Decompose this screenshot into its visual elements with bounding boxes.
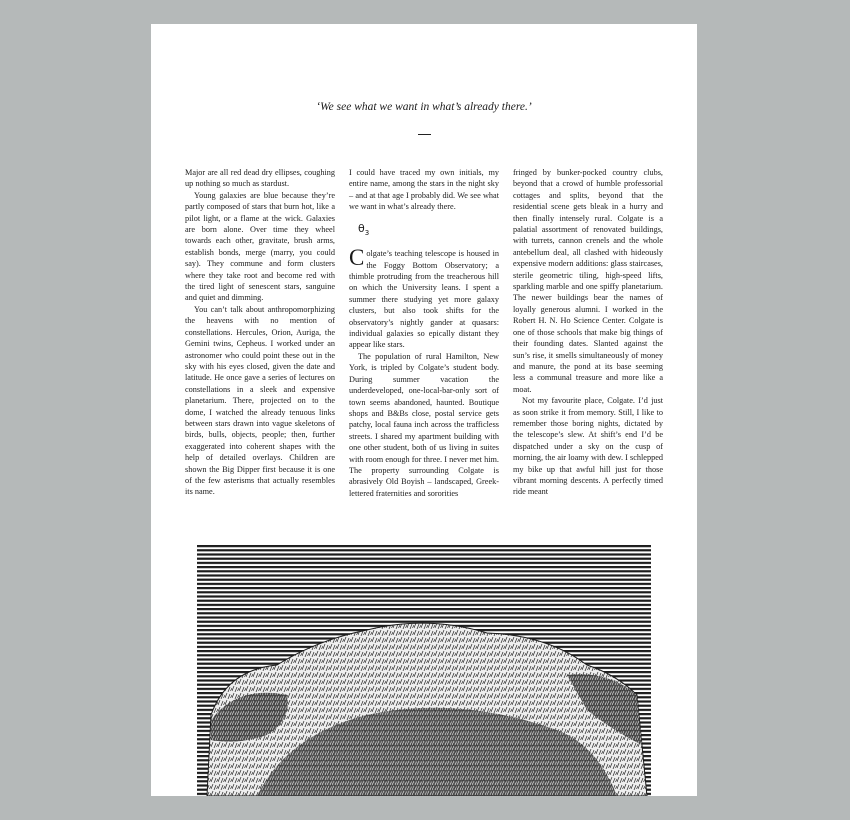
text-column-1 bbox=[185, 167, 335, 498]
paragraph: Not my favourite place, Colgate. I’d just as soon strike it from memory. Still, I like to remember those boring nights, dictated by the telescope’s slew. At shift’s end I’d be dispatched under a sky on the cusp of morning, the air loamy with dew. I schlepped my bike up that awful hill just for those vibrant morning descents. A perfectly timed ride meant bbox=[513, 396, 663, 497]
section-marker bbox=[358, 223, 499, 240]
text-column-3 bbox=[513, 167, 663, 498]
paragraph bbox=[349, 245, 499, 351]
paragraph: You can’t talk about anthropomorphizing the heavens with no mention of constellations. Hercules, Orion, Auriga, the Gemini twins, Cepheus. I worked under an astronomer who could point these out in the sky with his eyes closed, given the date and latitude. He once gave a series of lectures on constellations in a sleek and expensive planetarium. There, projected on to the dome, I watched the already tenuous links between stars drawn into vague skeletons of birds, bulls, objects, people; then, further exaggerated into coherent shapes with the help of detailed overlays. Children are shown the Big Dipper first because it is one of the few asterisms that actually resembles its name. bbox=[185, 304, 335, 497]
paragraph: The population of rural Hamilton, New York, is tripled by Colgate’s student body. During summer vacation the underdeveloped, one-local-bar-only sort of town seems abandoned, haunted. Boutique shops and B&Bs close, postal service gets patchy, local fauna inch across the trafficless streets. I shared my apartment building with one other student, both of us living in suites with room enough for three. I never met him. The property surrounding Colgate is abrasively Old Boyish – landscaped, Greek-lettered fraternities and sororities bbox=[349, 351, 499, 498]
magazine-page bbox=[151, 24, 697, 796]
paragraph-text: olgate’s teaching telescope is housed in the Foggy Bottom Observatory; a thimble protruding from the treacherous hill on which the University leans. I spent a summer there studying yet more galaxy clusters, but also took shifts for the observatory’s nightly gander at quasars: individual galaxies so epically distant they appear like stars. bbox=[349, 249, 499, 350]
pull-quote: ‘We see what we want in what’s already there.’ bbox=[316, 101, 532, 113]
paragraph: I could have traced my own initials, my entire name, among the stars in the night sky – and at that age I probably did. We see what we want in what’s already there. bbox=[349, 168, 499, 212]
text-column-2 bbox=[349, 167, 499, 499]
paragraph: Major are all red dead dry ellipses, coughing up nothing so much as stardust. bbox=[185, 168, 335, 189]
engraving-illustration bbox=[197, 545, 651, 796]
quote-divider bbox=[418, 134, 431, 135]
paragraph: Young galaxies are blue because they’re partly composed of stars that burn hot, like a pilot light, or a flame at the wick. Galaxies are born alone. Over time they wheel towards each other, gravitate, brush arms, establish bonds, merge (marry, you could say). They commune and form clusters where they take root and become red with the tired light of senescent stars, sanguine and quiet and dimming. bbox=[185, 190, 335, 303]
drop-cap: C bbox=[349, 245, 365, 271]
paragraph: fringed by bunker-pocked country clubs, beyond that a crowd of humble professorial cottages and splits, beyond that the residential scene gets bleak in a hurry and then finally intensely rural. Colgate is a palatial assortment of renovated buildings, with turrets, cannon crenels and the whole antebellum deal, all clashed with hideously expensive modern additions: glass staircases, sterile geometric tiling, high-speed lifts, sparkling marble and one spiffy planetarium. The newer buildings bear the names of loyally generous alumni. I worked in the Robert H. N. Ho Science Center. Colgate is one of those schools that make big things of their founding dates. Slanted against the sun’s rise, it smells simultaneously of money and manure, the pond at its base seeming less a communal treasure and more like a moat. bbox=[513, 168, 663, 394]
section-symbol: θ bbox=[358, 221, 365, 235]
section-number: 3 bbox=[364, 228, 370, 237]
